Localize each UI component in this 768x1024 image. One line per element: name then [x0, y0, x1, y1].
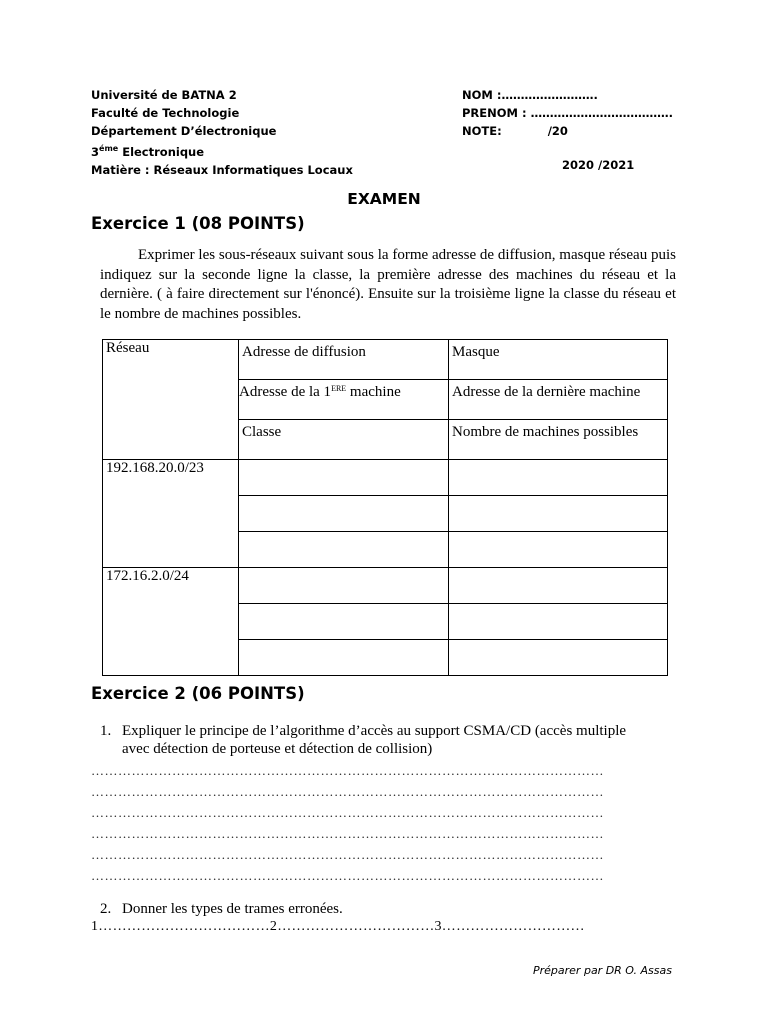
answer-cell[interactable]	[449, 532, 668, 568]
subject: Matière : Réseaux Informatiques Locaux	[91, 163, 353, 177]
academic-year: 2020 /2021	[562, 158, 635, 172]
network-1: 192.168.20.0/23	[103, 460, 239, 568]
answer-cell[interactable]	[239, 532, 449, 568]
answer-cell[interactable]	[239, 640, 449, 676]
answer-cell[interactable]	[239, 460, 449, 496]
header-derniere: Adresse de la dernière machine	[449, 380, 668, 420]
network-2: 172.16.2.0/24	[103, 568, 239, 676]
header-nombre: Nombre de machines possibles	[449, 420, 668, 460]
author-footer: Préparer par DR O. Assas	[533, 964, 672, 977]
exercise-1-heading: Exercice 1 (08 POINTS)	[91, 214, 305, 233]
subnet-table	[102, 339, 668, 676]
university-name: Université de BATNA 2	[91, 88, 237, 102]
header-diffusion: Adresse de diffusion	[239, 340, 449, 380]
answer-line[interactable]: ……………………………………………………………………………………………………	[91, 763, 604, 778]
question-2: 2. Donner les types de trames erronées.	[100, 901, 343, 917]
answer-line[interactable]: ……………………………………………………………………………………………………	[91, 784, 604, 799]
level: $3^{éme}$ Electronique	[91, 144, 205, 159]
answer-cell[interactable]	[449, 496, 668, 532]
exam-title: EXAMEN	[347, 190, 421, 208]
question-2-answer-line[interactable]: 1………………………………2……………………………3…………………………	[91, 919, 585, 934]
nom-field: NOM :…………………….	[462, 88, 598, 102]
header-classe: Classe	[239, 420, 449, 460]
answer-cell[interactable]	[449, 604, 668, 640]
answer-cell[interactable]	[239, 568, 449, 604]
student-fields	[462, 86, 673, 140]
institution-header	[91, 86, 353, 179]
answer-line[interactable]: ……………………………………………………………………………………………………	[91, 826, 604, 841]
exercise-1-instructions: Exprimer les sous-réseaux suivant sous la forme adresse de diffusion, masque réseau puis indiquez sur la seconde ligne la classe, la première adresse des machines du réseau et la dernière. ( à faire directement sur l'énoncé). Ensuite sur la troisième ligne la classe du réseau et le nombre de machines possibles.	[100, 247, 676, 322]
exercise-2-heading: Exercice 2 (06 POINTS)	[91, 684, 305, 703]
answer-cell[interactable]	[239, 604, 449, 640]
header-masque: Masque	[449, 340, 668, 380]
department-name: Département D’électronique	[91, 124, 277, 138]
answer-line[interactable]: ……………………………………………………………………………………………………	[91, 868, 604, 883]
header-reseau: Réseau	[103, 340, 239, 460]
answer-line[interactable]: ……………………………………………………………………………………………………	[91, 847, 604, 862]
answer-cell[interactable]	[449, 568, 668, 604]
answer-line[interactable]: ……………………………………………………………………………………………………	[91, 805, 604, 820]
faculty-name: Faculté de Technologie	[91, 106, 240, 120]
question-1: 1. Expliquer le principe de l’algorithme d’accès au support CSMA/CD (accès multiple avec détection de porteuse et détection de collision)	[100, 723, 627, 757]
answer-cell[interactable]	[239, 496, 449, 532]
answer-cell[interactable]	[449, 460, 668, 496]
prenom-field: PRENOM : ……………………………….	[462, 106, 673, 120]
header-premiere: Adresse de la 1ERE machine	[239, 380, 449, 420]
note-field: NOTE: /20	[462, 124, 568, 138]
answer-cell[interactable]	[449, 640, 668, 676]
